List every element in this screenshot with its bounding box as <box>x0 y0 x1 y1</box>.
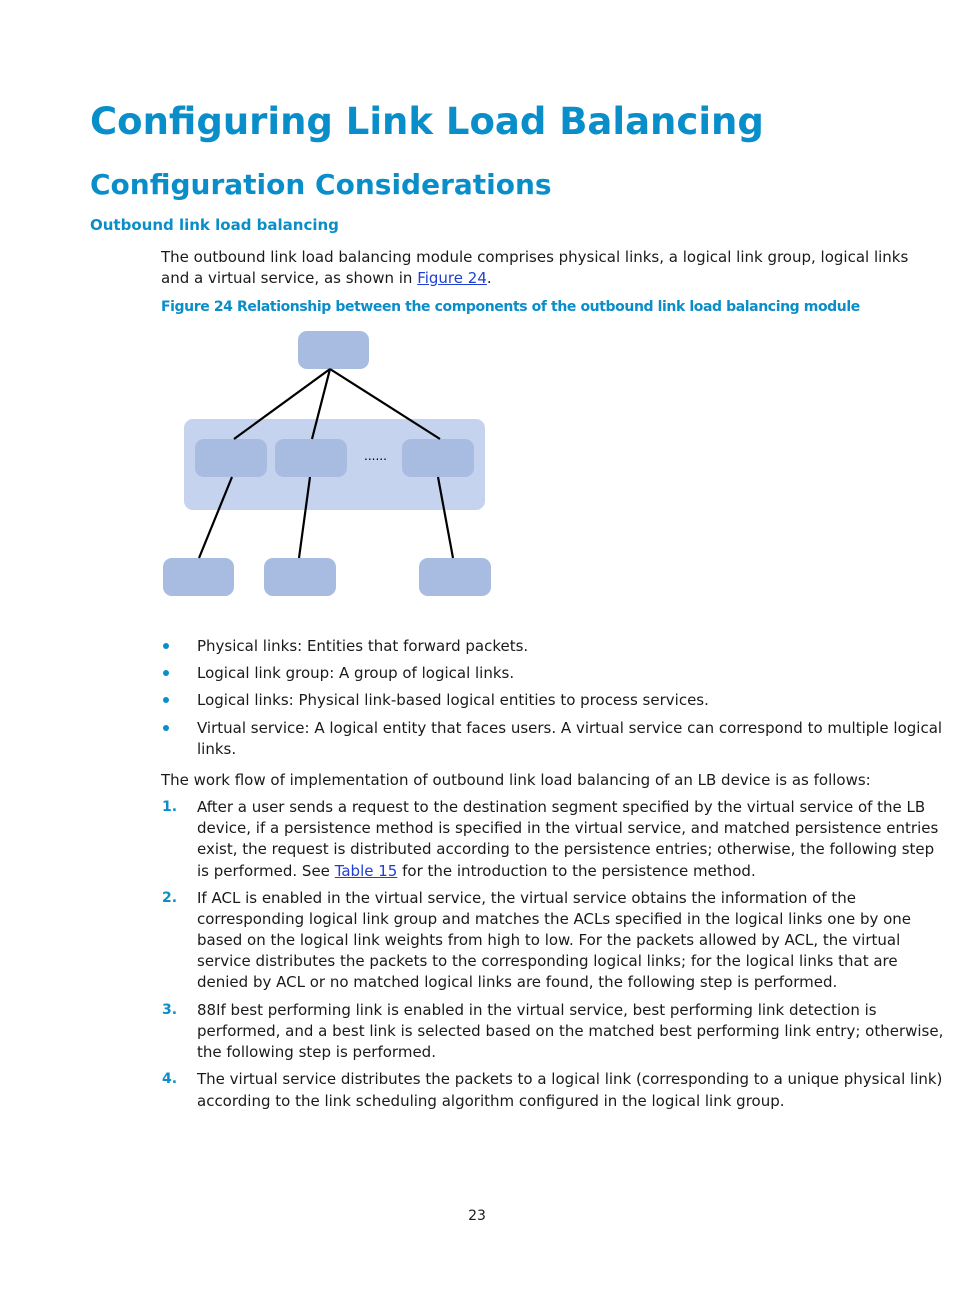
logical-link-node-1 <box>195 439 267 477</box>
bullet-dot <box>163 643 169 649</box>
step-3-line-2: performed, and a best link is selected based on the matched best performing link entry; otherwise, <box>197 1022 944 1040</box>
physical-link-node-1 <box>163 558 234 596</box>
step-2-line-4: service distributes the packets to the corresponding logical links; for the logical links that are <box>197 952 898 970</box>
step-2-line-3: based on the logical link weights from high to low. For the packets allowed by ACL, the virtual <box>197 931 901 949</box>
logical-link-node-3 <box>402 439 474 477</box>
bullet-virtual-service: Virtual service: A logical entity that faces users. A virtual service can correspond to multiple logical <box>197 719 943 737</box>
logical-link-node-2 <box>275 439 347 477</box>
step-number: 4. <box>162 1071 178 1087</box>
table-15-link[interactable]: Table 15 <box>334 862 398 880</box>
step-3-line-1: 88If best performing link is enabled in the virtual service, best performing link detection is <box>197 1001 877 1019</box>
step-number: 1. <box>162 799 178 815</box>
bullet-dot <box>163 697 169 703</box>
step-4-line-1: The virtual service distributes the packets to a logical link (corresponding to a unique physical link) <box>197 1070 943 1088</box>
bullet-dot <box>163 725 169 731</box>
step-1-line-1: After a user sends a request to the destination segment specified by the virtual service of the LB <box>197 798 926 816</box>
step-2-line-1: If ACL is enabled in the virtual service, the virtual service obtains the information of the <box>197 889 856 907</box>
page-number: 23 <box>468 1208 486 1224</box>
bullet-dot <box>163 670 169 676</box>
step-1-line-4 <box>197 861 756 882</box>
step-1-text: is performed. See <box>197 862 335 880</box>
physical-link-node-2 <box>264 558 336 596</box>
step-2-line-2: corresponding logical link group and matches the ACLs specified in the logical links one by one <box>197 910 912 928</box>
step-number: 3. <box>162 1002 178 1018</box>
intro-period: . <box>486 269 492 287</box>
step-2-line-5: denied by ACL or no matched logical links are found, the following step is performed. <box>197 973 838 991</box>
bullet-virtual-service-cont: links. <box>197 740 237 758</box>
workflow-intro: The work flow of implementation of outbound link load balancing of an LB device is as follows: <box>161 771 871 789</box>
step-4-line-2: according to the link scheduling algorithm configured in the logical link group. <box>197 1092 785 1110</box>
step-1-line-2: device, if a persistence method is specified in the virtual service, and matched persistence entries <box>197 819 939 837</box>
step-1-text-end: for the introduction to the persistence method. <box>397 862 756 880</box>
figure-caption: Figure 24 Relationship between the components of the outbound link load balancing module <box>161 299 860 315</box>
intro-line-1: The outbound link load balancing module comprises physical links, a logical link group, logical links <box>161 248 909 266</box>
virtual-service-node <box>298 331 369 369</box>
bullet-physical-links: Physical links: Entities that forward packets. <box>197 637 529 655</box>
diagram-ellipsis: ...... <box>364 449 387 463</box>
bullet-logical-link-group: Logical link group: A group of logical links. <box>197 664 515 682</box>
step-number: 2. <box>162 890 178 906</box>
physical-link-node-3 <box>419 558 491 596</box>
section-heading: Configuration Considerations <box>90 168 552 201</box>
page-title: Configuring Link Load Balancing <box>90 100 764 143</box>
step-3-line-3: the following step is performed. <box>197 1043 436 1061</box>
step-1-line-3: exist, the request is distributed according to the persistence entries; otherwise, the following step <box>197 840 935 858</box>
subsection-heading: Outbound link load balancing <box>90 216 339 234</box>
intro-text: and a virtual service, as shown in <box>161 269 418 287</box>
figure-24-link[interactable]: Figure 24 <box>417 269 487 287</box>
bullet-logical-links: Logical links: Physical link-based logical entities to process services. <box>197 691 709 709</box>
